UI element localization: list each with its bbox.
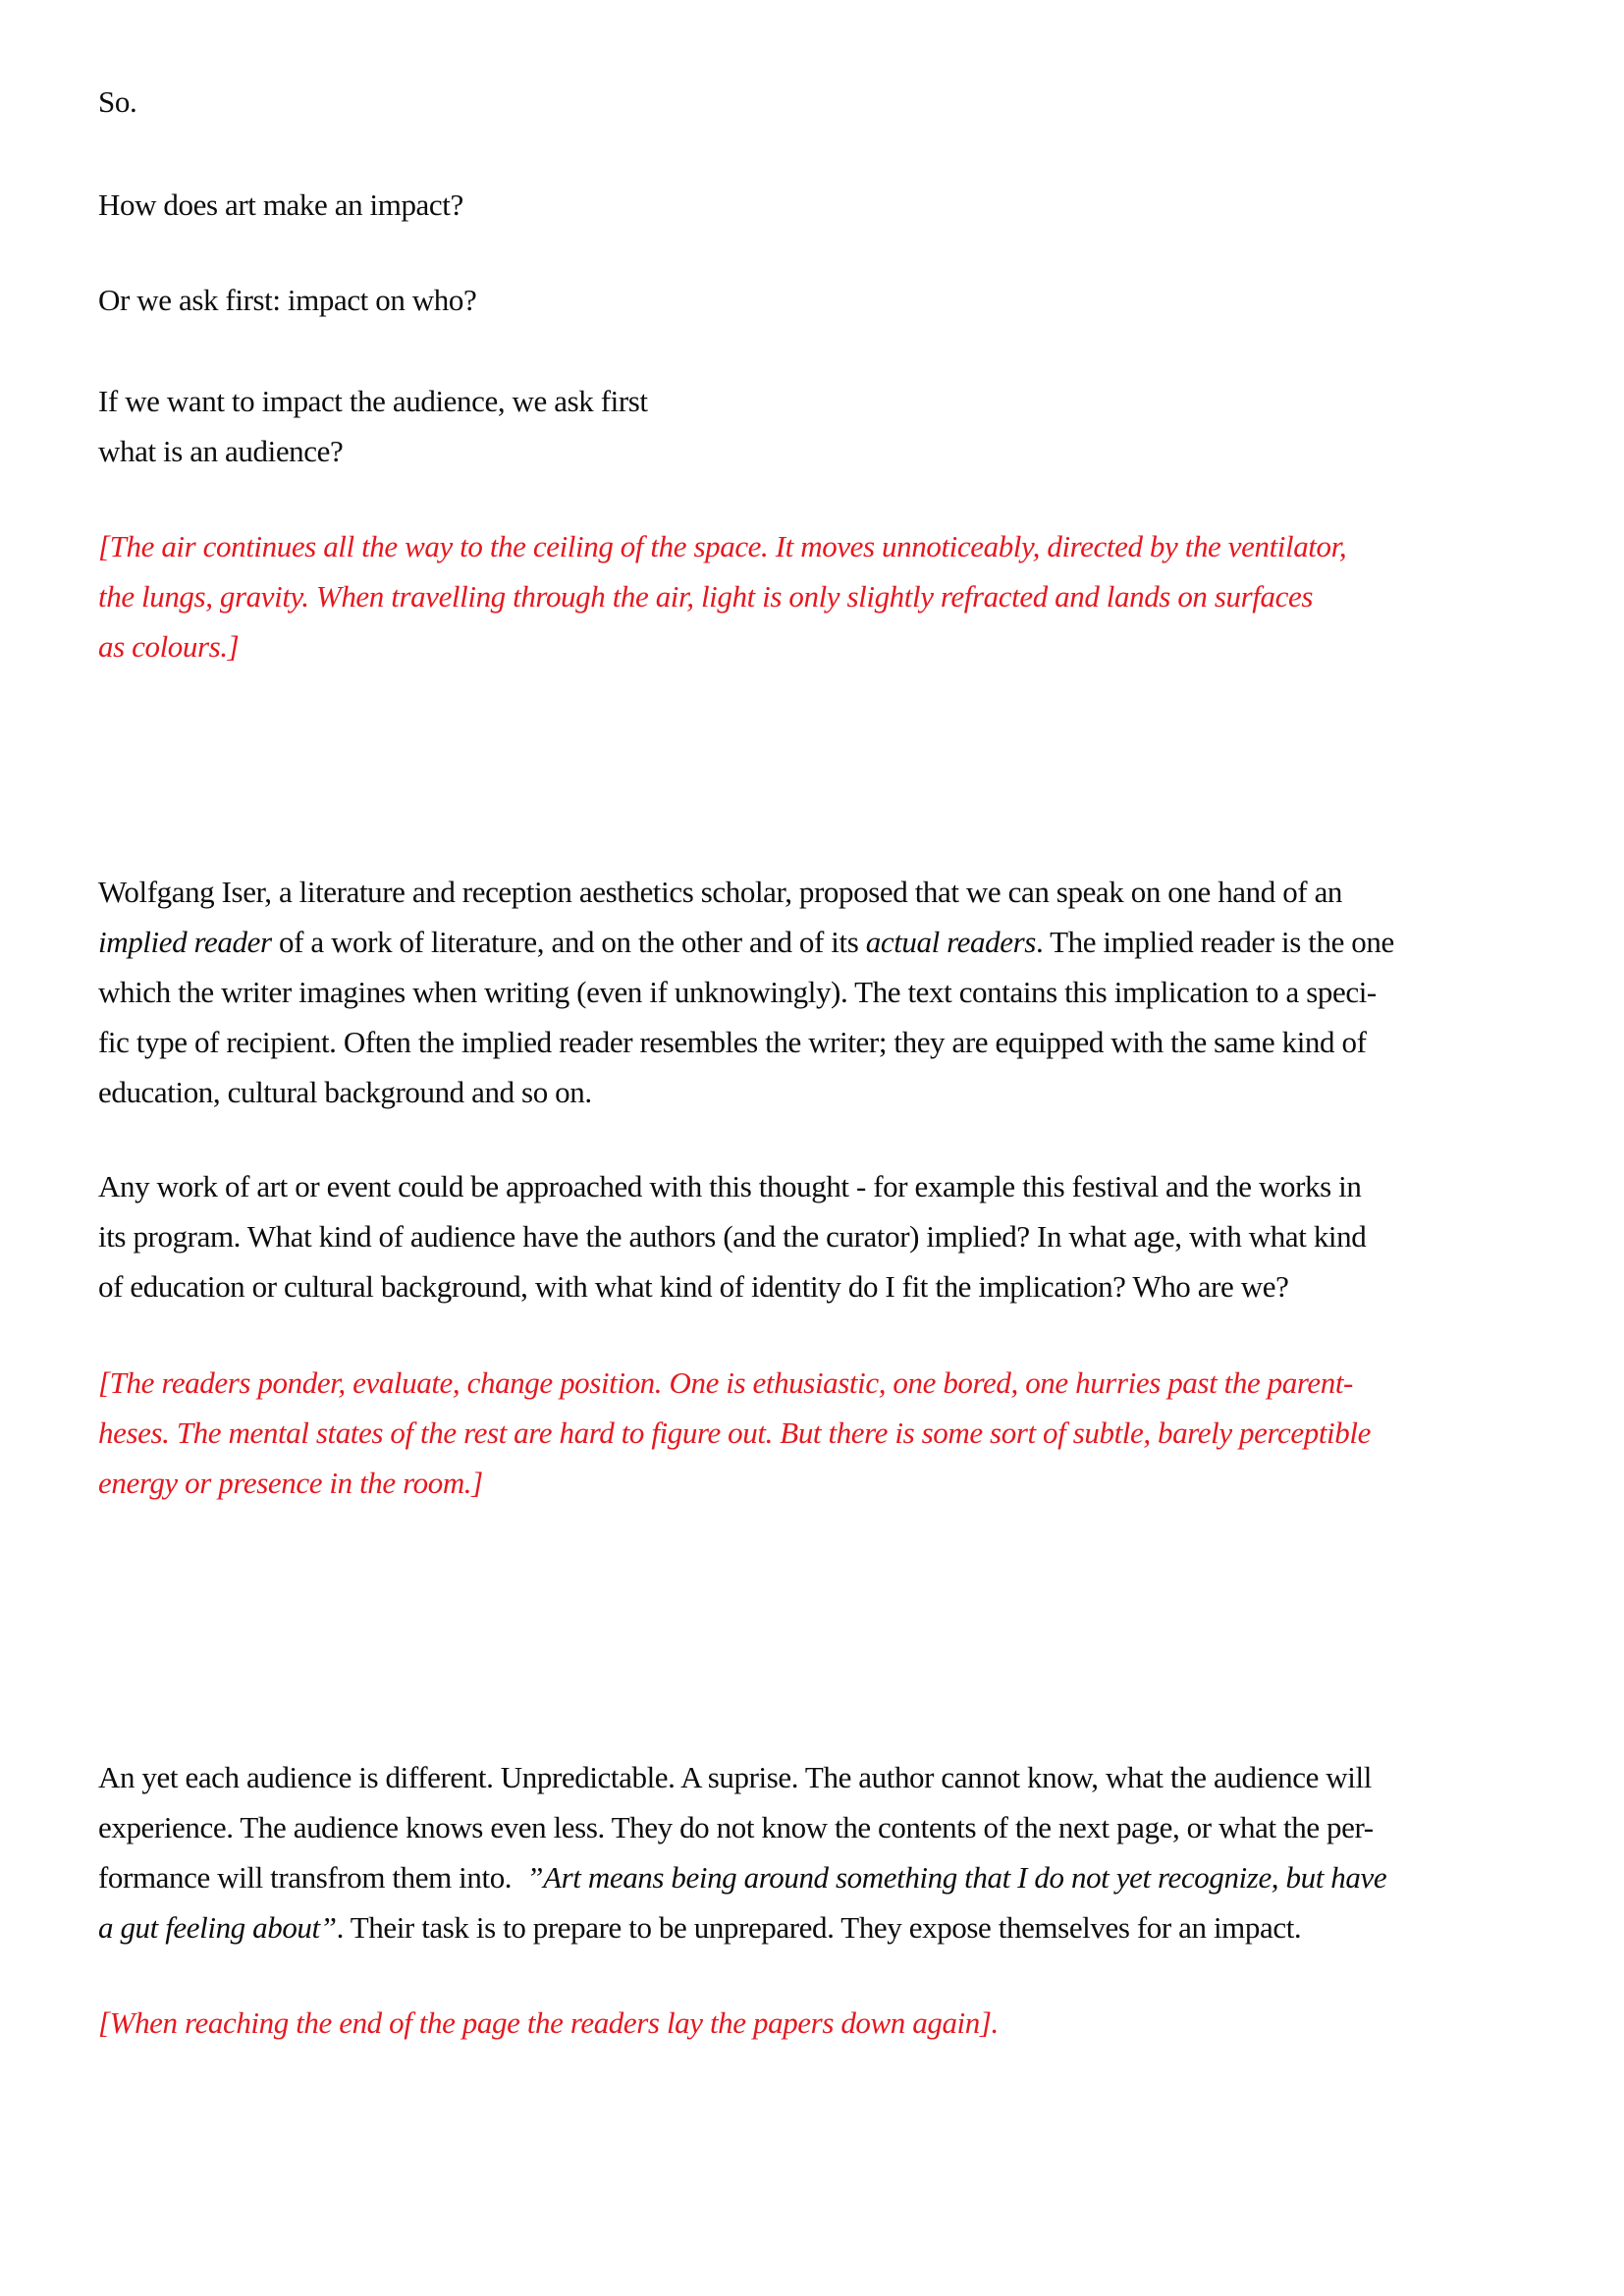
text-line: formance will transfrom them into. ”Art means being around something that I do not yet recognize, but have — [98, 1860, 1387, 1895]
text-line: [The readers ponder, evaluate, change position. One is ethusiastic, one bored, one hurries past the parent- — [98, 1365, 1353, 1400]
text-line: a gut feeling about”. Their task is to prepare to be unprepared. They expose themselves for an impact. — [98, 1910, 1302, 1945]
question-what-is-audience — [98, 376, 1585, 476]
text-line: Any work of art or event could be approached with this thought - for example this festival and the works in — [98, 1169, 1362, 1203]
text-line: [The air continues all the way to the ceiling of the space. It moves unnoticeably, directed by the ventilator, — [98, 529, 1347, 563]
text-line: How does art make an impact? — [98, 187, 463, 222]
text-line: what is an audience? — [98, 434, 344, 468]
text-line: implied reader of a work of literature, and on the other and of its actual readers. The implied reader is the one — [98, 925, 1394, 959]
text-line: its program. What kind of audience have the authors (and the curator) implied? In what age, with what kind — [98, 1219, 1367, 1254]
text-line: heses. The mental states of the rest are hard to figure out. But there is some sort of subtle, barely perceptible — [98, 1415, 1371, 1450]
text-line: education, cultural background and so on. — [98, 1075, 592, 1109]
text-line: the lungs, gravity. When travelling through the air, light is only slightly refracted and lands on surfaces — [98, 579, 1313, 614]
intro-so — [98, 77, 1585, 127]
text-line: of education or cultural background, with what kind of identity do I fit the implication? Who are we? — [98, 1269, 1289, 1304]
question-impact-on-who — [98, 275, 1585, 325]
text-line: So. — [98, 84, 137, 119]
text-line: An yet each audience is different. Unpredictable. A suprise. The author cannot know, what the audience will — [98, 1760, 1372, 1794]
text-line: Or we ask first: impact on who? — [98, 283, 477, 317]
stage-direction-readers — [98, 1358, 1585, 1508]
text-line: which the writer imagines when writing (even if unknowingly). The text contains this implication to a speci- — [98, 975, 1377, 1009]
stage-direction-air — [98, 521, 1585, 671]
text-line: as colours.] — [98, 629, 240, 664]
text-line: If we want to impact the audience, we ask first — [98, 384, 648, 418]
stage-direction-page-end — [98, 1998, 1585, 2048]
text-line: energy or presence in the room.] — [98, 1466, 483, 1500]
text-line: Wolfgang Iser, a literature and reception aesthetics scholar, proposed that we can speak on one hand of an — [98, 875, 1343, 909]
paragraph-wolfgang-iser — [98, 867, 1585, 1117]
text-line: fic type of recipient. Often the implied reader resembles the writer; they are equipped with the same kind of — [98, 1025, 1367, 1059]
paragraph-unpredictable-audience — [98, 1752, 1585, 1952]
text-line: [When reaching the end of the page the readers lay the papers down again]. — [98, 2005, 999, 2040]
paragraph-implied-audience — [98, 1161, 1585, 1311]
question-impact — [98, 180, 1585, 230]
text-line: experience. The audience knows even less. They do not know the contents of the next page, or what the per- — [98, 1810, 1374, 1844]
